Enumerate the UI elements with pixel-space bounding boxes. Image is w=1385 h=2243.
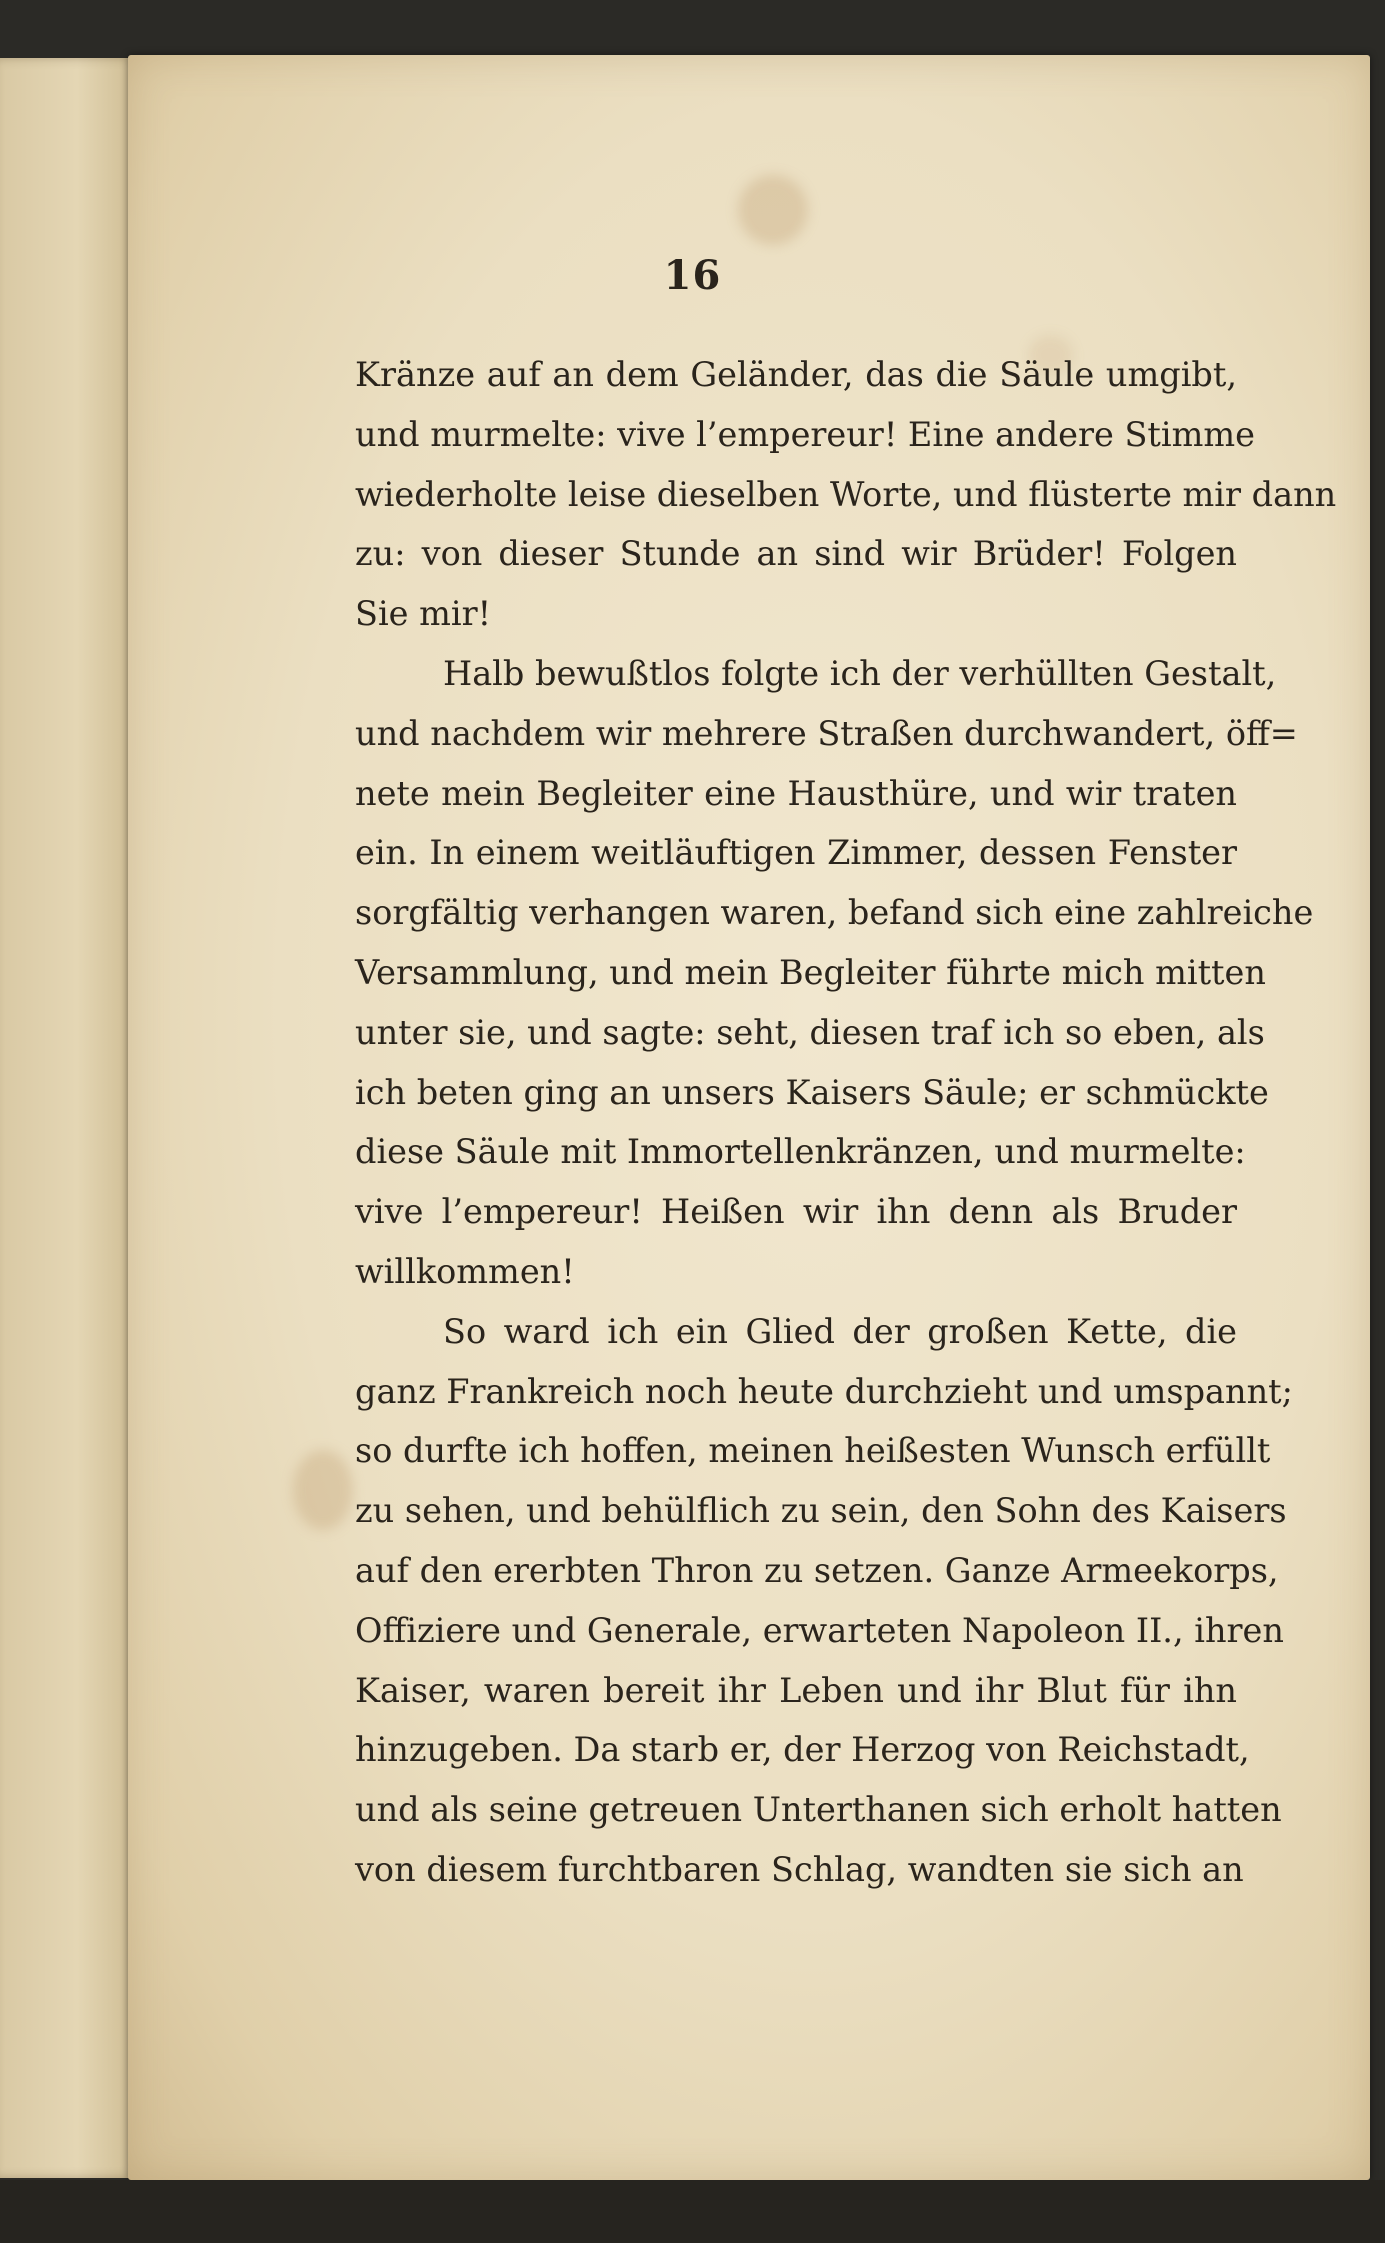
foxing-stain (738, 175, 808, 245)
text-line: ein. In einem weitläuftigen Zimmer, dessen Fenster (355, 833, 1237, 873)
text-line: hinzugeben. Da starb er, der Herzog von Reichstadt, (355, 1730, 1250, 1770)
foxing-stain (293, 1450, 353, 1530)
text-line-content: Halb bewußtlos folgte ich der verhüllten Gestalt, (443, 653, 1277, 693)
text-line: Offiziere und Generale, erwarteten Napoleon II., ihren (355, 1610, 1284, 1650)
text-line: unter sie, und sagte: seht, diesen traf ich so eben, als (355, 1012, 1265, 1052)
previous-page-edge (0, 58, 140, 2178)
text-line: zu: von dieser Stunde an sind wir Brüder! Folgen (355, 534, 1237, 574)
page-number: 16 (663, 252, 722, 299)
text-line: Kaiser, waren bereit ihr Leben und ihr Blut für ihn (355, 1670, 1237, 1710)
text-line: diese Säule mit Immortellenkränzen, und murmelte: (355, 1132, 1246, 1172)
text-line: vive l’empereur! Heißen wir ihn denn als Bruder (355, 1192, 1237, 1232)
text-line: nete mein Begleiter eine Hausthüre, und wir traten (355, 773, 1237, 813)
text-line: willkommen! (355, 1251, 575, 1291)
text-line (355, 644, 1277, 704)
text-line: wiederholte leise dieselben Worte, und flüsterte mir dann (355, 474, 1337, 514)
text-line: von diesem furchtbaren Schlag, wandten sie sich an (355, 1849, 1244, 1889)
scan-bottom-edge (0, 2180, 1385, 2243)
text-line: auf den ererbten Thron zu setzen. Ganze Armeekorps, (355, 1550, 1279, 1590)
text-line: und murmelte: vive l’empereur! Eine andere Stimme (355, 414, 1255, 454)
text-line: Sie mir! (355, 594, 492, 634)
text-line: so durfte ich hoffen, meinen heißesten Wunsch erfüllt (355, 1431, 1271, 1471)
text-line: sorgfältig verhangen waren, befand sich eine zahlreiche (355, 893, 1314, 933)
text-line: Kränze auf an dem Geländer, das die Säule umgibt, (355, 355, 1237, 394)
text-line: und nachdem wir mehrere Straßen durchwandert, öff= (355, 713, 1298, 753)
text-line (355, 1302, 1237, 1362)
body-text (355, 345, 1337, 1900)
text-line: ganz Frankreich noch heute durchzieht und umspannt; (355, 1371, 1293, 1411)
text-line: und als seine getreuen Unterthanen sich erholt hatten (355, 1790, 1282, 1830)
text-line: ich beten ging an unsers Kaisers Säule; er schmückte (355, 1072, 1269, 1112)
text-line-content: So ward ich ein Glied der großen Kette, die (443, 1311, 1237, 1351)
text-line: zu sehen, und behülflich zu sein, den Sohn des Kaisers (355, 1491, 1287, 1531)
text-line: Versammlung, und mein Begleiter führte mich mitten (355, 952, 1266, 992)
